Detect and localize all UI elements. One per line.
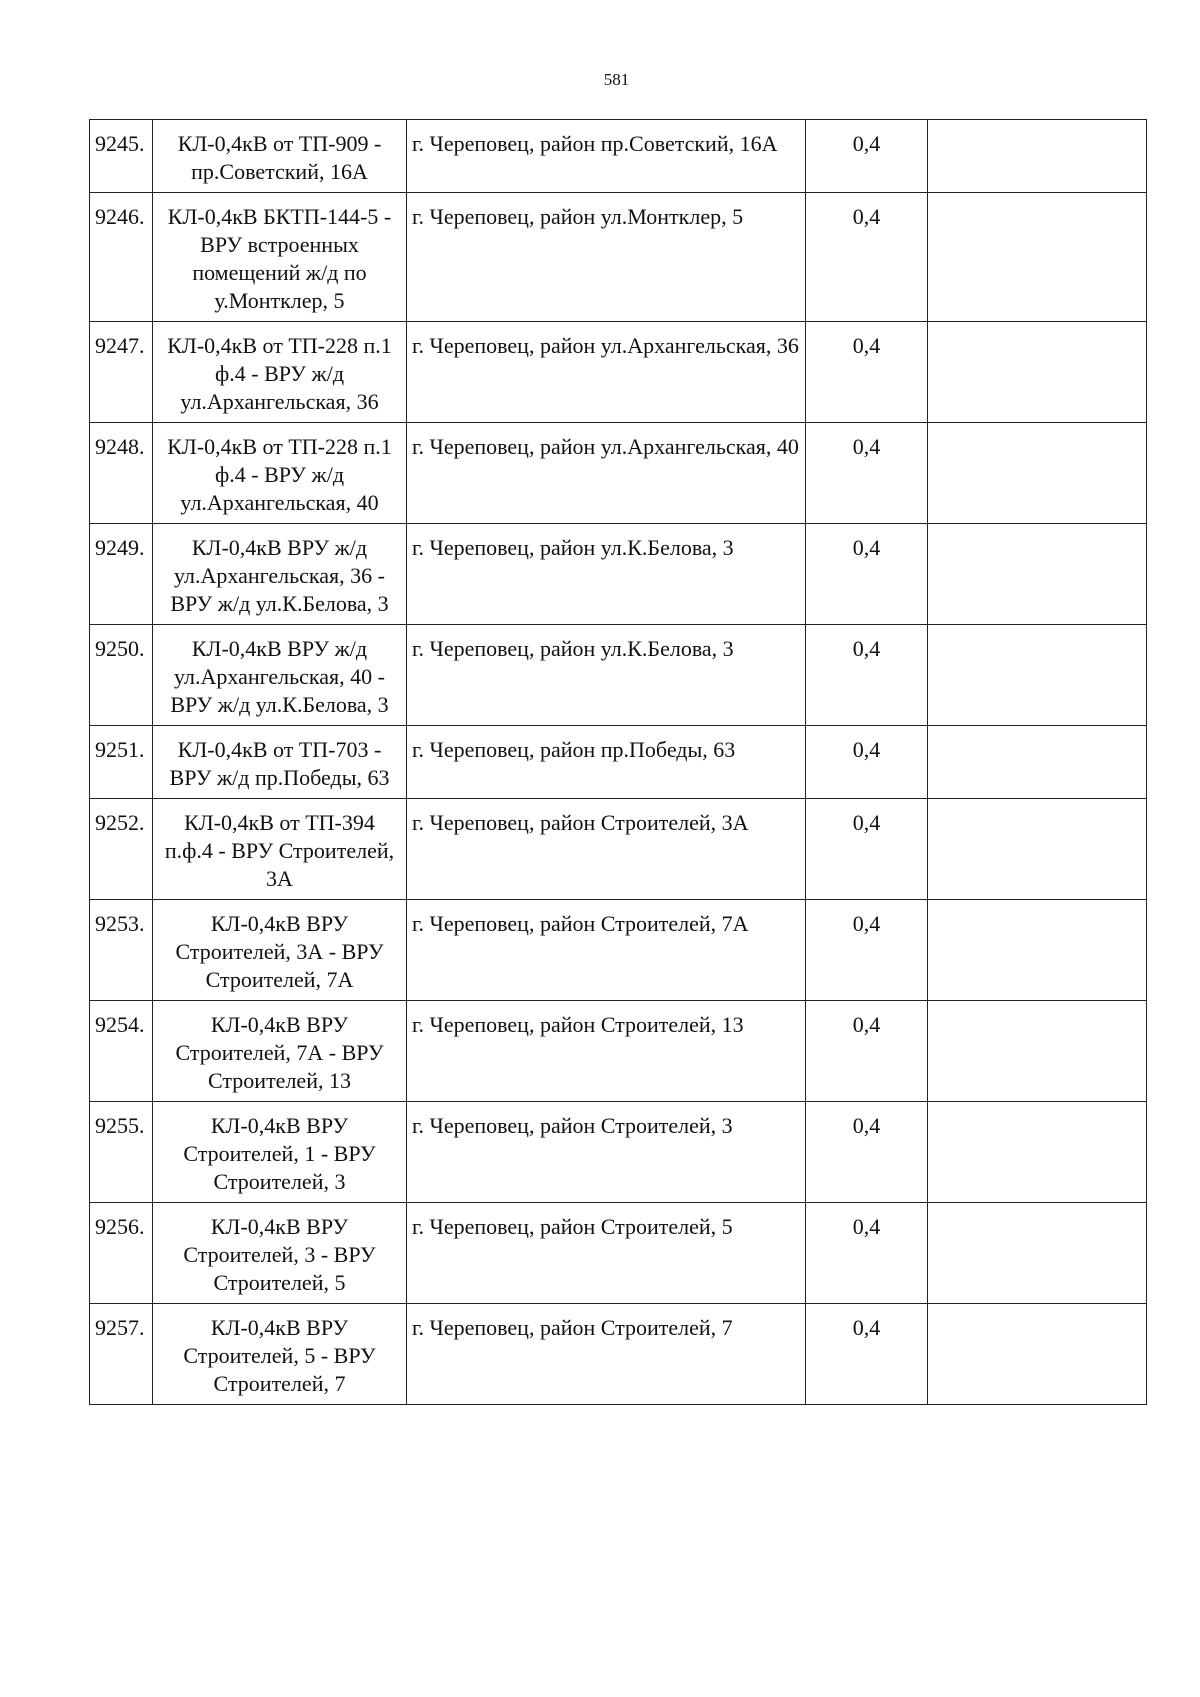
address-cell: г. Череповец, район ул.К.Белова, 3 xyxy=(407,625,806,726)
voltage-cell: 0,4 xyxy=(806,1001,928,1102)
table-row xyxy=(90,625,1147,726)
row-number-cell: 9245. xyxy=(90,120,153,193)
row-number-cell: 9253. xyxy=(90,900,153,1001)
empty-cell xyxy=(928,524,1147,625)
empty-cell xyxy=(928,193,1147,322)
address-cell: г. Череповец, район ул.Архангельская, 40 xyxy=(407,423,806,524)
line-name-cell: КЛ-0,4кВ ВРУ Строителей, 5 - ВРУ Строителей, 7 xyxy=(153,1304,407,1405)
address-cell: г. Череповец, район пр.Победы, 63 xyxy=(407,726,806,799)
voltage-cell: 0,4 xyxy=(806,1304,928,1405)
empty-cell xyxy=(928,1203,1147,1304)
line-name-cell: КЛ-0,4кВ от ТП-909 - пр.Советский, 16А xyxy=(153,120,407,193)
row-number-cell: 9247. xyxy=(90,322,153,423)
row-number-cell: 9252. xyxy=(90,799,153,900)
row-number-cell: 9249. xyxy=(90,524,153,625)
address-cell: г. Череповец, район ул.Архангельская, 36 xyxy=(407,322,806,423)
address-cell: г. Череповец, район ул.К.Белова, 3 xyxy=(407,524,806,625)
empty-cell xyxy=(928,1001,1147,1102)
page-number: 581 xyxy=(603,70,630,89)
table-row xyxy=(90,524,1147,625)
voltage-cell: 0,4 xyxy=(806,193,928,322)
address-cell: г. Череповец, район пр.Советский, 16А xyxy=(407,120,806,193)
row-number-cell: 9248. xyxy=(90,423,153,524)
row-number-cell: 9257. xyxy=(90,1304,153,1405)
row-number-cell: 9251. xyxy=(90,726,153,799)
row-number-cell: 9246. xyxy=(90,193,153,322)
empty-cell xyxy=(928,322,1147,423)
voltage-cell: 0,4 xyxy=(806,524,928,625)
voltage-cell: 0,4 xyxy=(806,120,928,193)
line-name-cell: КЛ-0,4кВ от ТП-703 - ВРУ ж/д пр.Победы, 63 xyxy=(153,726,407,799)
table-row xyxy=(90,193,1147,322)
table-row xyxy=(90,1001,1147,1102)
row-number-cell: 9254. xyxy=(90,1001,153,1102)
line-name-cell: КЛ-0,4кВ от ТП-228 п.1 ф.4 - ВРУ ж/д ул.Архангельская, 40 xyxy=(153,423,407,524)
table-row xyxy=(90,900,1147,1001)
empty-cell xyxy=(928,423,1147,524)
voltage-cell: 0,4 xyxy=(806,900,928,1001)
table-row xyxy=(90,1102,1147,1203)
address-cell: г. Череповец, район Строителей, 7А xyxy=(407,900,806,1001)
line-name-cell: КЛ-0,4кВ ВРУ Строителей, 7А - ВРУ Строителей, 13 xyxy=(153,1001,407,1102)
address-cell: г. Череповец, район Строителей, 3А xyxy=(407,799,806,900)
voltage-cell: 0,4 xyxy=(806,799,928,900)
empty-cell xyxy=(928,120,1147,193)
voltage-cell: 0,4 xyxy=(806,423,928,524)
voltage-cell: 0,4 xyxy=(806,1203,928,1304)
line-name-cell: КЛ-0,4кВ от ТП-394 п.ф.4 - ВРУ Строителей, 3А xyxy=(153,799,407,900)
address-cell: г. Череповец, район ул.Монтклер, 5 xyxy=(407,193,806,322)
voltage-cell: 0,4 xyxy=(806,1102,928,1203)
table-row xyxy=(90,1304,1147,1405)
register-table-body xyxy=(90,120,1147,1405)
address-cell: г. Череповец, район Строителей, 5 xyxy=(407,1203,806,1304)
line-name-cell: КЛ-0,4кВ БКТП-144-5 - ВРУ встроенных помещений ж/д по у.Монтклер, 5 xyxy=(153,193,407,322)
row-number-cell: 9256. xyxy=(90,1203,153,1304)
row-number-cell: 9250. xyxy=(90,625,153,726)
empty-cell xyxy=(928,900,1147,1001)
line-name-cell: КЛ-0,4кВ ВРУ ж/д ул.Архангельская, 36 - ВРУ ж/д ул.К.Белова, 3 xyxy=(153,524,407,625)
table-row xyxy=(90,322,1147,423)
table-row xyxy=(90,799,1147,900)
cable-line-register-table xyxy=(89,119,1147,1405)
voltage-cell: 0,4 xyxy=(806,322,928,423)
empty-cell xyxy=(928,1304,1147,1405)
line-name-cell: КЛ-0,4кВ ВРУ Строителей, 1 - ВРУ Строителей, 3 xyxy=(153,1102,407,1203)
table-row xyxy=(90,423,1147,524)
table-row xyxy=(90,1203,1147,1304)
voltage-cell: 0,4 xyxy=(806,726,928,799)
empty-cell xyxy=(928,625,1147,726)
line-name-cell: КЛ-0,4кВ от ТП-228 п.1 ф.4 - ВРУ ж/д ул.Архангельская, 36 xyxy=(153,322,407,423)
address-cell: г. Череповец, район Строителей, 7 xyxy=(407,1304,806,1405)
table-row xyxy=(90,726,1147,799)
line-name-cell: КЛ-0,4кВ ВРУ ж/д ул.Архангельская, 40 - ВРУ ж/д ул.К.Белова, 3 xyxy=(153,625,407,726)
row-number-cell: 9255. xyxy=(90,1102,153,1203)
voltage-cell: 0,4 xyxy=(806,625,928,726)
empty-cell xyxy=(928,799,1147,900)
line-name-cell: КЛ-0,4кВ ВРУ Строителей, 3А - ВРУ Строителей, 7А xyxy=(153,900,407,1001)
line-name-cell: КЛ-0,4кВ ВРУ Строителей, 3 - ВРУ Строителей, 5 xyxy=(153,1203,407,1304)
address-cell: г. Череповец, район Строителей, 3 xyxy=(407,1102,806,1203)
table-row xyxy=(90,120,1147,193)
empty-cell xyxy=(928,1102,1147,1203)
address-cell: г. Череповец, район Строителей, 13 xyxy=(407,1001,806,1102)
empty-cell xyxy=(928,726,1147,799)
